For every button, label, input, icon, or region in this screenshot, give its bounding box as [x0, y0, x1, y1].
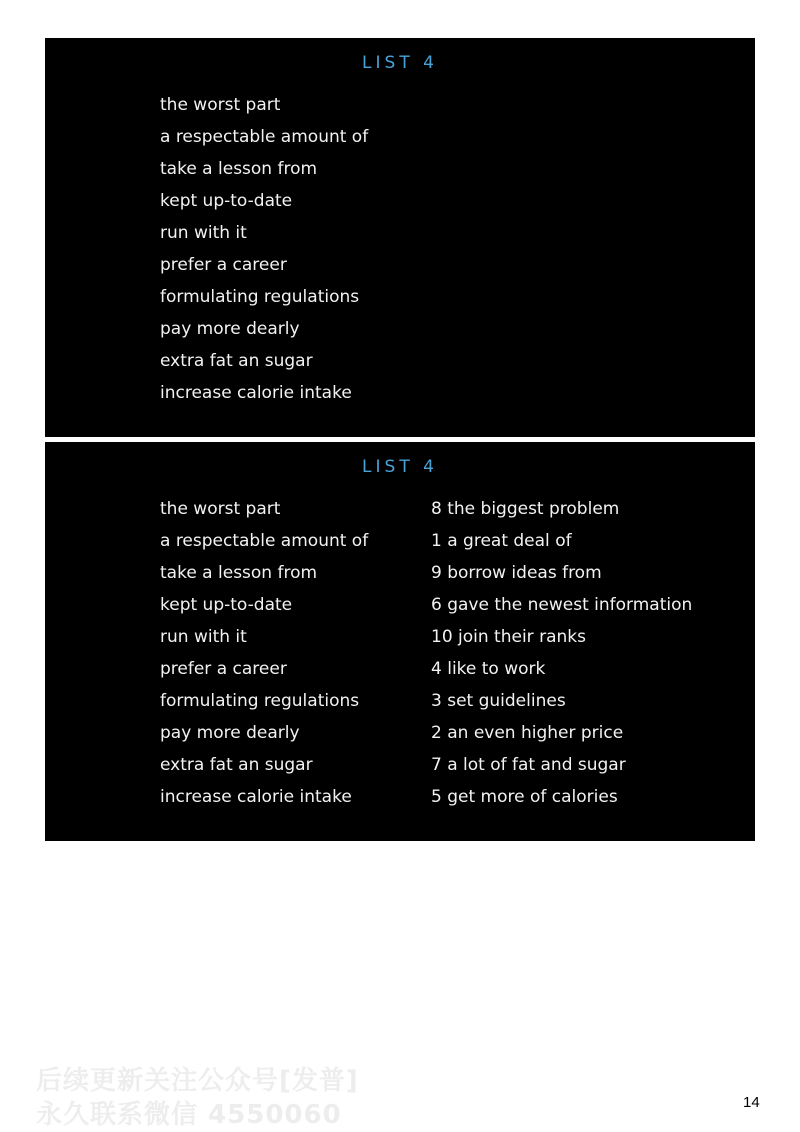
list-item: pay more dearly [160, 723, 300, 743]
list-item: prefer a career [160, 255, 287, 275]
list-item: the worst part [160, 95, 281, 115]
watermark-line-1: 后续更新关注公众号[发普] [36, 1066, 359, 1096]
answer-item: 7 a lot of fat and sugar [431, 755, 626, 775]
list-item: kept up-to-date [160, 191, 293, 211]
list-item: a respectable amount of [160, 531, 369, 551]
list-item: formulating regulations [160, 287, 360, 307]
answer-item: 6 gave the newest information [431, 595, 693, 615]
list-item: take a lesson from [160, 563, 318, 583]
slide-title: LIST 4 [362, 457, 438, 477]
list-item: formulating regulations [160, 691, 360, 711]
slide-title: LIST 4 [362, 53, 438, 73]
phrase-list [160, 94, 368, 414]
answer-item: 5 get more of calories [431, 787, 618, 807]
answer-item: 4 like to work [431, 659, 546, 679]
slide-1 [45, 38, 755, 437]
list-item: a respectable amount of [160, 127, 369, 147]
list-item: the worst part [160, 499, 281, 519]
slide-2 [45, 442, 755, 841]
answer-item: 2 an even higher price [431, 723, 624, 743]
list-item: increase calorie intake [160, 383, 352, 403]
list-item: run with it [160, 627, 247, 647]
answer-item: 1 a great deal of [431, 531, 572, 551]
page-number: 14 [743, 1094, 760, 1111]
list-item: extra fat an sugar [160, 755, 313, 775]
answer-item: 3 set guidelines [431, 691, 566, 711]
list-item: run with it [160, 223, 247, 243]
answer-list [431, 498, 692, 818]
watermark-line-2: 永久联系微信 4550060 [36, 1100, 342, 1130]
list-item: increase calorie intake [160, 787, 352, 807]
answer-item: 8 the biggest problem [431, 499, 620, 519]
phrase-list [160, 498, 368, 818]
answer-item: 9 borrow ideas from [431, 563, 602, 583]
list-item: extra fat an sugar [160, 351, 313, 371]
list-item: pay more dearly [160, 319, 300, 339]
list-item: take a lesson from [160, 159, 318, 179]
answer-item: 10 join their ranks [431, 627, 586, 647]
list-item: kept up-to-date [160, 595, 293, 615]
list-item: prefer a career [160, 659, 287, 679]
